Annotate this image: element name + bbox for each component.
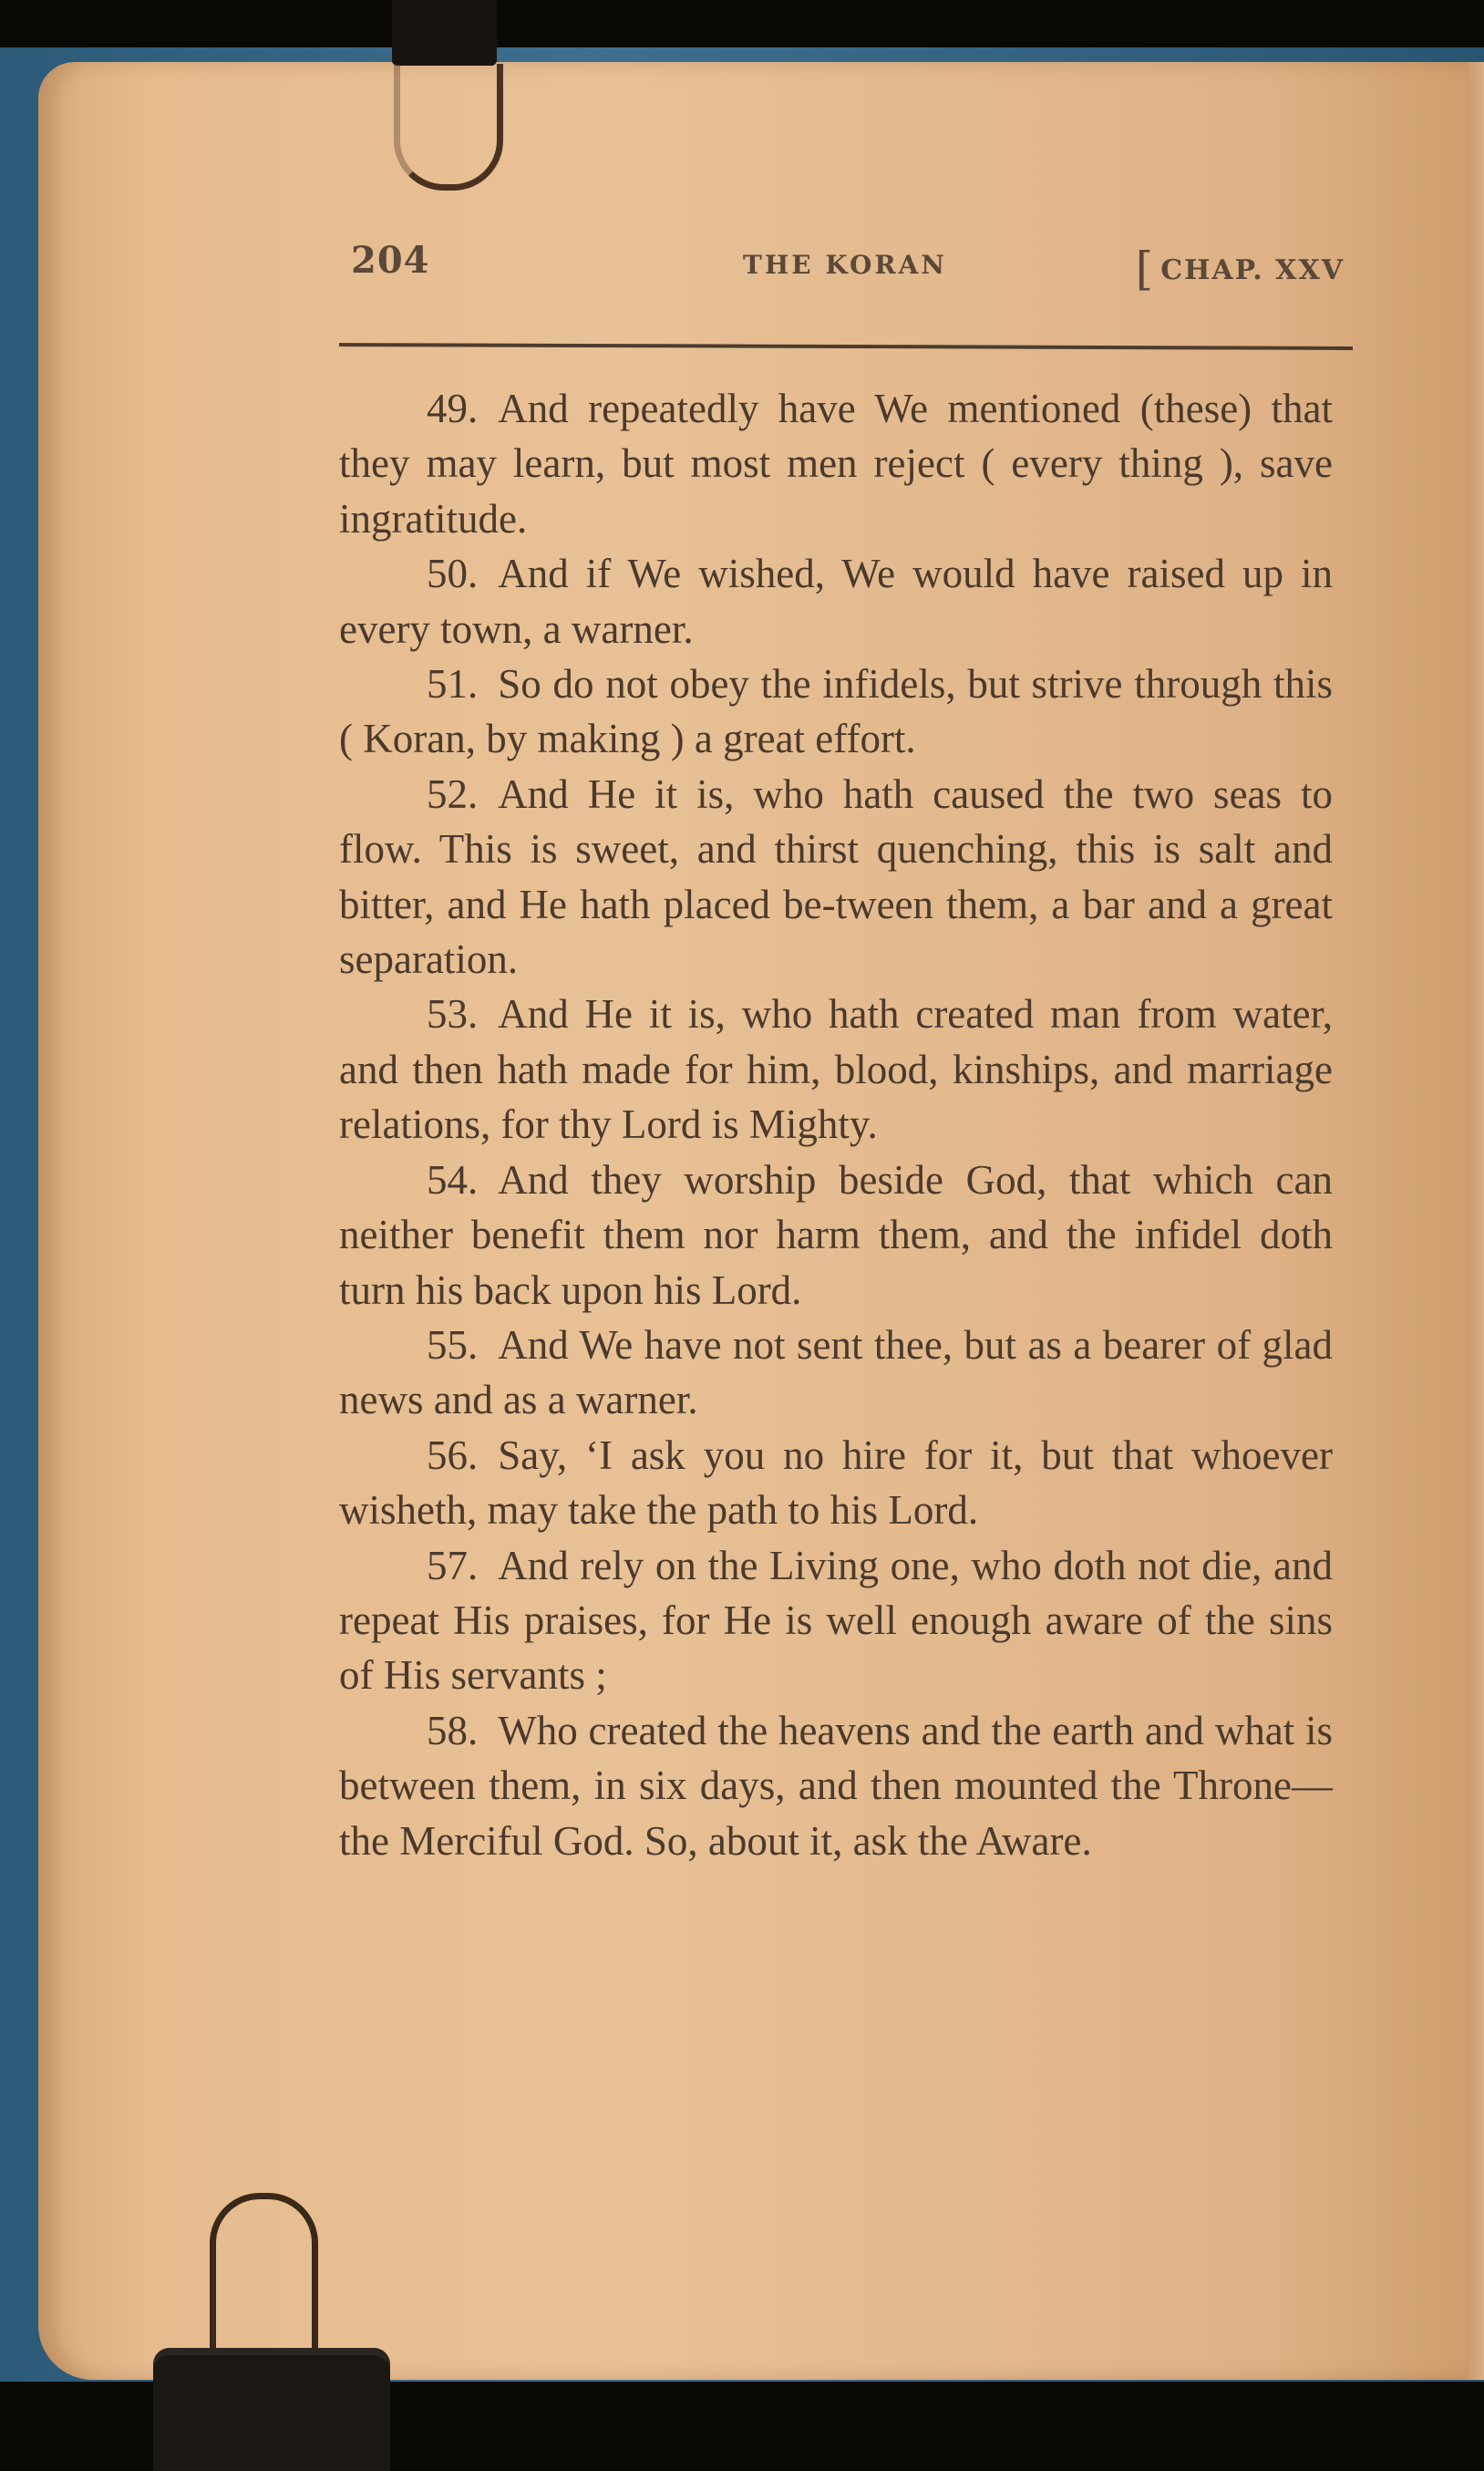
body-text <box>339 381 1333 1868</box>
verse-number: 56. <box>427 1432 479 1478</box>
verse-text: Who created the heavens and the earth and what is between them, in six days, and then mounted the Throne—the Merciful God. So, about it, ask the Aware. <box>339 1707 1333 1864</box>
running-head <box>351 239 1345 294</box>
verse-54 <box>339 1153 1333 1318</box>
verse-55 <box>339 1318 1333 1428</box>
clip-loop <box>210 2193 318 2354</box>
verse-text: And He it is, who hath created man from water, and then hath made for him, blood, kinships, and marriage relations, for thy Lord is Mighty. <box>339 991 1333 1148</box>
chapter-bracket: [ <box>1135 243 1156 295</box>
page-edge <box>1468 62 1484 2380</box>
verse-text: And He it is, who hath caused the two seas to flow. This is sweet, and thirst quenching, this is salt and bitter, and He hath placed be-tween them, a bar and a great separation. <box>339 770 1333 983</box>
chapter-label <box>1136 243 1345 295</box>
verse-number: 57. <box>427 1542 479 1588</box>
verse-text: And We have not sent thee, but as a bearer of glad news and as a warner. <box>339 1321 1333 1423</box>
verse-number: 58. <box>427 1707 479 1753</box>
verse-56 <box>339 1428 1333 1538</box>
clip-loop <box>394 64 503 191</box>
verse-number: 50. <box>427 551 479 597</box>
verse-number: 53. <box>427 991 479 1038</box>
verse-51 <box>339 657 1333 767</box>
page-clip-top-icon <box>383 0 510 187</box>
page-number: 204 <box>351 239 430 282</box>
verse-text: And repeatedly have We mentioned (these) that they may learn, but most men reject ( every thing ), save ingratitude. <box>339 386 1333 542</box>
verse-text: And rely on the Living one, who doth not die, and repeat His praises, for He is well enough aware of the sins of His servants ; <box>339 1542 1333 1699</box>
verse-52 <box>339 767 1333 987</box>
chapter-text: CHAP. XXV <box>1160 254 1345 286</box>
verse-number: 54. <box>427 1156 479 1203</box>
verse-49 <box>339 381 1333 546</box>
book-title: THE KORAN <box>743 250 947 280</box>
verse-57 <box>339 1538 1333 1703</box>
clip-base <box>153 2348 390 2471</box>
verse-58 <box>339 1703 1333 1868</box>
page-clip-bottom-icon <box>208 2193 335 2466</box>
verse-number: 55. <box>427 1321 479 1368</box>
verse-50 <box>339 546 1333 657</box>
verse-text: And they worship beside God, that which can neither benefit them nor harm them, and the infidel doth turn his back upon his Lord. <box>339 1156 1333 1313</box>
verse-53 <box>339 987 1333 1152</box>
verse-number: 49. <box>427 386 479 431</box>
verse-text: And if We wished, We would have raised up in every town, a warner. <box>339 551 1333 652</box>
verse-text: Say, ‘I ask you no hire for it, but that whoever wisheth, may take the path to his Lord. <box>339 1432 1333 1534</box>
clip-band <box>392 0 497 66</box>
verse-number: 52. <box>427 770 479 817</box>
verse-text: So do not obey the infidels, but strive through this ( Koran, by making ) a great effort. <box>339 661 1333 762</box>
verse-number: 51. <box>427 661 479 708</box>
